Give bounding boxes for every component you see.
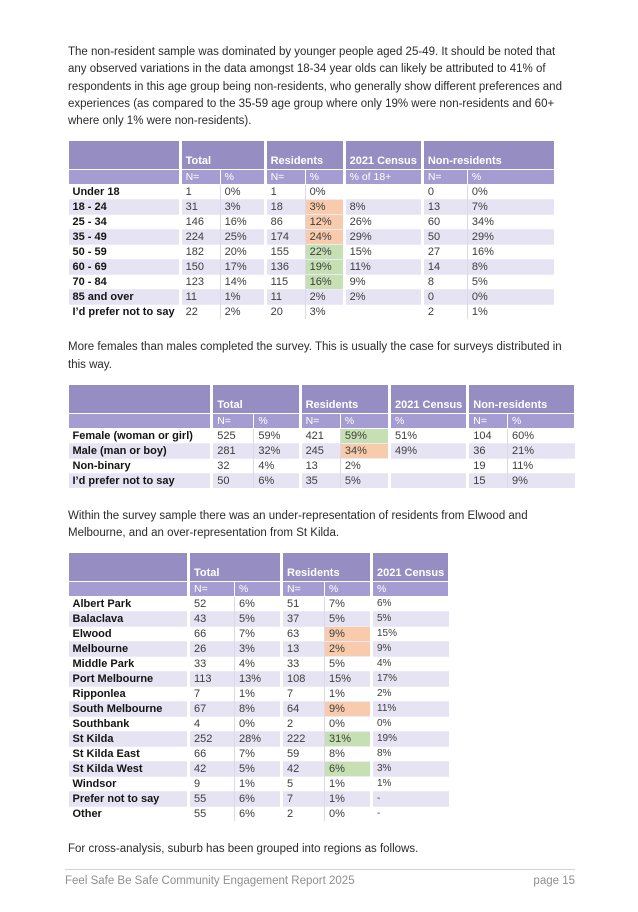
cell: 26% [344,215,422,230]
table-row [69,627,449,642]
cell [390,458,468,473]
table-row [69,275,555,290]
cell: 50 [212,473,254,488]
cell: 6% [235,807,282,822]
cell: 15% [325,672,372,687]
column-group-header: 2021 Census [390,384,468,413]
cell: 18 [265,200,305,215]
cell: 2 [282,717,325,732]
row-label: St Kilda East [69,747,189,762]
cell: 8% [325,747,372,762]
cell: 421 [300,428,340,443]
cell: 34% [340,443,389,458]
column-group-header [69,141,181,170]
cell: 0 [422,185,467,200]
cell: 2 [282,807,325,822]
row-label: Under 18 [69,185,181,200]
column-group-header: Residents [282,553,372,582]
cell: 49% [390,443,468,458]
cell: 5% [235,612,282,627]
cell: 5% [325,612,372,627]
table-subheader-row [69,582,449,597]
cell: 0% [235,717,282,732]
cell: 182 [180,245,220,260]
table-row [69,762,449,777]
row-label: 60 - 69 [69,260,181,275]
cell: 7% [235,627,282,642]
cell: 51% [390,428,468,443]
cell: 60% [507,428,574,443]
row-label: Male (man or boy) [69,443,212,458]
column-subheader: N= [282,582,325,597]
cell: 26 [189,642,235,657]
table-subheader-row [69,413,575,428]
cell: 12% [305,215,344,230]
cell: 9 [189,777,235,792]
table-row [69,807,449,822]
cell: 32% [254,443,300,458]
table-row [69,702,449,717]
column-subheader: N= [180,170,220,185]
cell: 4% [235,657,282,672]
cell: 2% [340,458,389,473]
row-label: Prefer not to say [69,792,189,807]
footer-page-number: page 15 [533,875,575,887]
column-group-header: 2021 Census [372,553,449,582]
cell: 6% [254,473,300,488]
cell: 2% [344,290,422,305]
table-row [69,260,555,275]
cell: 5% [467,275,554,290]
row-label: I’d prefer not to say [69,473,212,488]
table-row [69,597,449,612]
cell: 29% [467,230,554,245]
cell: 59% [254,428,300,443]
cell: 2% [325,642,372,657]
cell: 42 [189,762,235,777]
table-row [69,657,449,672]
cell: 0% [372,717,449,732]
row-label: Albert Park [69,597,189,612]
cell: - [372,807,449,822]
column-subheader: N= [189,582,235,597]
cell: 1 [180,185,220,200]
table-row [69,777,449,792]
column-subheader: % [220,170,265,185]
suburb-paragraph: Within the survey sample there was an under-representation of residents from Elwood and Melbourne, and an over-representation from St Kilda. [68,509,528,539]
column-subheader [69,413,212,428]
row-label: Southbank [69,717,189,732]
cell: 37 [282,612,325,627]
cell: 1% [235,687,282,702]
table-row [69,200,555,215]
row-label: Melbourne [69,642,189,657]
cell: 36 [468,443,508,458]
cell: 22 [180,305,220,320]
cell: 3% [305,305,344,320]
footer-report-title: Feel Safe Be Safe Community Engagement Report 2025 [65,875,355,887]
page-content [68,44,575,869]
cell: 8% [235,702,282,717]
cell: 281 [212,443,254,458]
cell: 16% [467,245,554,260]
column-group-header: Total [189,553,282,582]
cell: 27 [422,245,467,260]
cell: 60 [422,215,467,230]
suburb-distribution-table [68,552,449,821]
cell: 1 [265,185,305,200]
cell: 51 [282,597,325,612]
table-row [69,458,575,473]
cell: 115 [265,275,305,290]
column-subheader: % [254,413,300,428]
cell: 8% [372,747,449,762]
cell: 2% [305,290,344,305]
column-subheader: % [305,170,344,185]
cell: 0% [467,185,554,200]
cell: 11% [372,702,449,717]
cell: 11% [344,260,422,275]
cell: 155 [265,245,305,260]
cell: 19 [468,458,508,473]
table-row [69,230,555,245]
gender-distribution-table [68,384,575,488]
cell: 9% [325,627,372,642]
cell: 1% [325,777,372,792]
cell: 16% [305,275,344,290]
cell: 35 [300,473,340,488]
table-header-row [69,384,575,413]
cell: 7 [189,687,235,702]
cell [390,473,468,488]
cell: 17% [220,260,265,275]
column-subheader: % of 18+ [344,170,422,185]
cell: 3% [235,642,282,657]
page-footer [65,869,575,887]
table-row [69,792,449,807]
cell: 4 [189,717,235,732]
cell: 24% [305,230,344,245]
cell: 7 [282,687,325,702]
table-row [69,732,449,747]
cell: 19% [372,732,449,747]
cell: 2% [220,305,265,320]
cell: 3% [220,200,265,215]
cell: 123 [180,275,220,290]
cell: 86 [265,215,305,230]
table-row [69,672,449,687]
cell: 7% [325,597,372,612]
cell: 1% [235,777,282,792]
cell: 66 [189,627,235,642]
column-subheader: % [235,582,282,597]
cell: 6% [235,792,282,807]
cell: 15% [344,245,422,260]
cell: 34% [467,215,554,230]
cell: 64 [282,702,325,717]
column-group-header: Non-residents [468,384,575,413]
table-header-row [69,141,555,170]
column-subheader: N= [468,413,508,428]
cell: 9% [372,642,449,657]
table-row [69,428,575,443]
cell: 2% [372,687,449,702]
column-group-header: Residents [300,384,389,413]
cell: 42 [282,762,325,777]
intro-paragraph: The non-resident sample was dominated by younger people aged 25-49. It should be noted that any observed variations in the data amongst 18-34 year olds can likely be attributed to 41% of respondents in this age group being non-residents, who generally show different preferences and experiences (as compared to the 35-59 age group where only 19% were non-residents and 60+ where only 1% were non-residents). [68,46,562,127]
cell: 55 [189,807,235,822]
cell: 7 [282,792,325,807]
column-subheader [69,170,181,185]
cell: 59 [282,747,325,762]
cell: 14 [422,260,467,275]
cell: 5% [372,612,449,627]
cell: 7% [235,747,282,762]
table-row [69,687,449,702]
cell: 1% [220,290,265,305]
cell: 174 [265,230,305,245]
closing-paragraph: For cross-analysis, suburb has been grouped into regions as follows. [68,843,419,856]
cell: 17% [372,672,449,687]
row-label: South Melbourne [69,702,189,717]
cell: 5% [325,657,372,672]
cell: 52 [189,597,235,612]
cell: 7% [467,200,554,215]
table-row [69,747,449,762]
cell: 113 [189,672,235,687]
cell: 5% [235,762,282,777]
cell: 11 [265,290,305,305]
column-subheader: % [467,170,554,185]
cell: 8% [344,200,422,215]
table-subheader-row [69,170,555,185]
table-row [69,305,555,320]
column-group-header: Residents [265,141,344,170]
cell: 104 [468,428,508,443]
table-row [69,642,449,657]
cell: 21% [507,443,574,458]
row-label: Female (woman or girl) [69,428,212,443]
cell: 67 [189,702,235,717]
row-label: 50 - 59 [69,245,181,260]
column-subheader: % [390,413,468,428]
row-label: Balaclava [69,612,189,627]
cell: 43 [189,612,235,627]
cell: 13 [300,458,340,473]
row-label: 18 - 24 [69,200,181,215]
cell: 5 [282,777,325,792]
cell: 5% [340,473,389,488]
row-label: Ripponlea [69,687,189,702]
cell: 32 [212,458,254,473]
cell: 9% [344,275,422,290]
row-label: Elwood [69,627,189,642]
cell: 13 [422,200,467,215]
row-label: Other [69,807,189,822]
cell: 8% [467,260,554,275]
cell: 0% [325,807,372,822]
cell: 146 [180,215,220,230]
cell: 1% [325,792,372,807]
cell: 13% [235,672,282,687]
table-row [69,215,555,230]
row-label: I’d prefer not to say [69,305,181,320]
cell: 2 [422,305,467,320]
cell: 0 [422,290,467,305]
cell: 6% [235,597,282,612]
table-row [69,612,449,627]
row-label: 85 and over [69,290,181,305]
gender-paragraph: More females than males completed the survey. This is usually the case for surveys distributed in this way. [68,341,562,371]
cell: 136 [265,260,305,275]
cell: 55 [189,792,235,807]
cell: 59% [340,428,389,443]
cell: 13 [282,642,325,657]
cell: 0% [325,717,372,732]
cell: 224 [180,230,220,245]
cell: 50 [422,230,467,245]
table-row [69,245,555,260]
table-row [69,185,555,200]
cell: 11 [180,290,220,305]
cell: 108 [282,672,325,687]
row-label: Middle Park [69,657,189,672]
cell: 63 [282,627,325,642]
cell: 19% [305,260,344,275]
cell: 525 [212,428,254,443]
cell: 16% [220,215,265,230]
row-label: St Kilda [69,732,189,747]
column-subheader [69,582,189,597]
cell [344,185,422,200]
cell: 15% [372,627,449,642]
table-row [69,290,555,305]
cell: 31 [180,200,220,215]
cell: 33 [282,657,325,672]
column-subheader: % [507,413,574,428]
column-subheader: % [325,582,372,597]
column-subheader: N= [300,413,340,428]
cell: 150 [180,260,220,275]
cell: 9% [325,702,372,717]
cell: 3% [372,762,449,777]
cell: - [372,792,449,807]
cell: 1% [372,777,449,792]
cell: 22% [305,245,344,260]
cell: 9% [507,473,574,488]
column-group-header [69,384,212,413]
table-row [69,473,575,488]
column-group-header: 2021 Census [344,141,422,170]
cell: 245 [300,443,340,458]
cell: 4% [372,657,449,672]
table-row [69,717,449,732]
cell: 20% [220,245,265,260]
cell: 15 [468,473,508,488]
row-label: 70 - 84 [69,275,181,290]
cell: 252 [189,732,235,747]
column-subheader: N= [212,413,254,428]
column-subheader: % [372,582,449,597]
cell: 0% [220,185,265,200]
cell [344,305,422,320]
cell: 20 [265,305,305,320]
row-label: 35 - 49 [69,230,181,245]
cell: 11% [507,458,574,473]
column-subheader: % [340,413,389,428]
row-label: 25 - 34 [69,215,181,230]
cell: 33 [189,657,235,672]
cell: 6% [325,762,372,777]
cell: 25% [220,230,265,245]
cell: 1% [325,687,372,702]
cell: 4% [254,458,300,473]
column-group-header [69,553,189,582]
cell: 28% [235,732,282,747]
column-subheader: N= [422,170,467,185]
cell: 0% [467,290,554,305]
age-distribution-table [68,140,555,319]
cell: 1% [467,305,554,320]
cell: 0% [305,185,344,200]
row-label: Non-binary [69,458,212,473]
column-group-header: Total [212,384,300,413]
cell: 222 [282,732,325,747]
cell: 29% [344,230,422,245]
table-row [69,443,575,458]
column-subheader: N= [265,170,305,185]
column-group-header: Non-residents [422,141,554,170]
column-group-header: Total [180,141,265,170]
cell: 8 [422,275,467,290]
cell: 66 [189,747,235,762]
row-label: Windsor [69,777,189,792]
row-label: St Kilda West [69,762,189,777]
cell: 14% [220,275,265,290]
table-header-row [69,553,449,582]
cell: 3% [305,200,344,215]
row-label: Port Melbourne [69,672,189,687]
cell: 6% [372,597,449,612]
cell: 31% [325,732,372,747]
